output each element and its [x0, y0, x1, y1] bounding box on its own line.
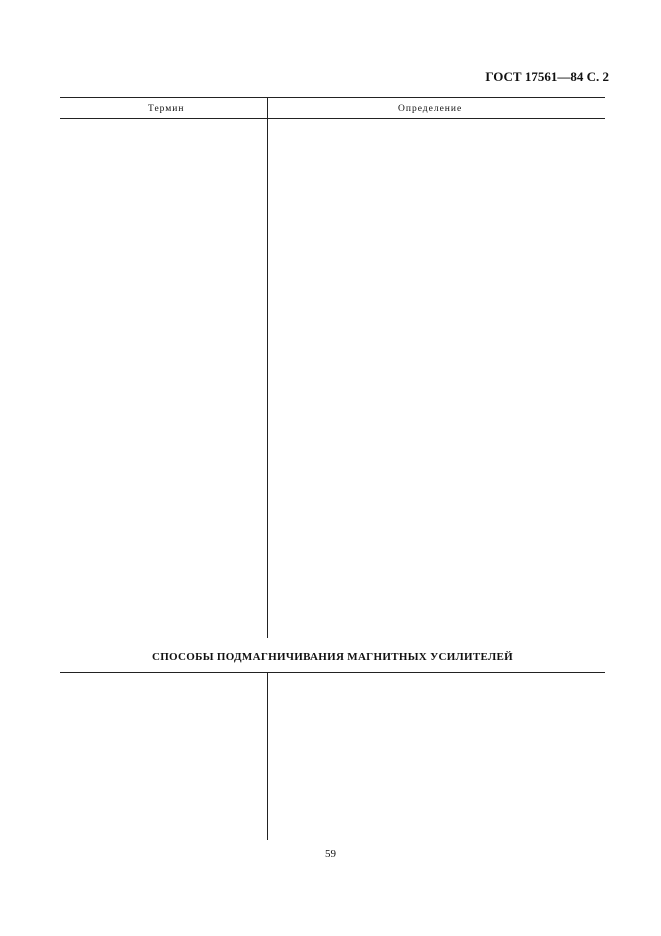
document-header: ГОСТ 17561—84 С. 2: [485, 69, 609, 84]
section-title: СПОСОБЫ ПОДМАГНИЧИВАНИЯ МАГНИТНЫХ УСИЛИТЕЛЕЙ: [151, 651, 514, 663]
column-header-definition: Определение: [398, 104, 463, 114]
table-top-rule: [60, 97, 605, 98]
column-divider-2: [267, 672, 268, 840]
table-header-rule: [60, 118, 605, 119]
section-2-top-rule: [60, 672, 605, 673]
column-header-term: Термин: [148, 104, 185, 114]
page-number: 59: [325, 848, 336, 860]
column-divider: [267, 97, 268, 638]
